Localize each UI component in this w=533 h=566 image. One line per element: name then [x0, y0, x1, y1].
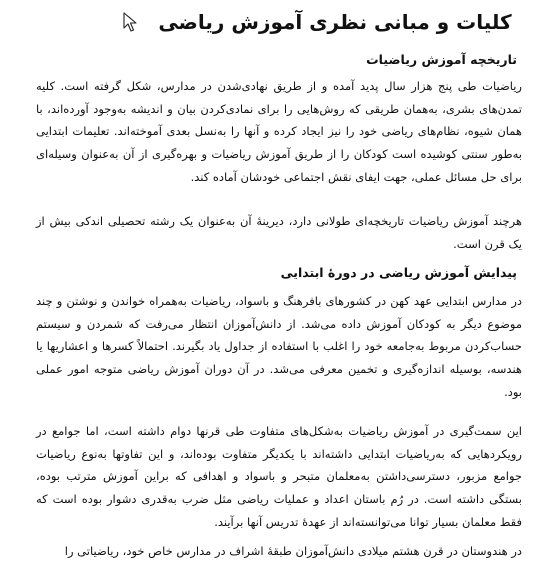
- section-heading-history: تاریخچه آموزش ریاضیات: [366, 52, 517, 67]
- document-title: کلیات و مبانی نظری آموزش ریاضی: [158, 10, 512, 34]
- paragraph-elementary-1: در مدارس ابتدایی عهد کهن در کشورهای بافرهنگ و باسواد، ریاضیات به‌همراه خواندن و نوشتن و چند موضوع دیگر به کودکان آموزش داده می‌شد. از دانش‌آموزان انتظار می‌رفت که شمردن و سیستم حساب‌کردن مربوط به‌جامعه خود را اغلب با استفاده از جداول یاد بگیرند. احتمالاً کسرها و اعشاریها یا هندسه، بوسیله اندازه‌گیری و تخمین معرفی می‌شد. در آن دوران آموزش ریاضی متوجه امور عملی بود.: [36, 294, 522, 399]
- paragraph-elementary-2: این سمت‌گیری در آموزش ریاضیات به‌شکل‌های متفاوت طی قرنها دوام داشته است، اما جوامع در رویکردهایی که به‌ریاضیات ابتدایی داشته‌اند با یکدیگر متفاوت بوده‌اند، و این تفاوتها به‌نوع ریاضیات جوامع مزبور، دسترسی‌داشتن به‌معلمان متبحر و باسواد و اهدافی که براین آموزش مترتب بوده، بستگی داشته است. در رُم باستان اعداد و عملیات ریاضی مثل ضرب به‌قدری دشوار بوده است که فقط معلمان بسیار توانا می‌توانسته‌اند از عهدهٔ تدریس آنها برآیند.: [36, 424, 522, 529]
- paragraph-history-2: هرچند آموزش ریاضیات تاریخچه‌ای طولانی دارد، دیرینهٔ آن به‌عنوان یک رشته تحصیلی اندکی بیش از یک قرن است.: [36, 214, 522, 251]
- paragraph-history-1: ریاضیات طی پنج هزار سال پدید آمده و از طریق نهادی‌شدن در مدارس، شکل گرفته است. کلیه تمدن‌های بشری، به‌همان طریقی که روش‌هایی را برای نمادی‌کردن بیان و اندیشه به‌وجود آورده‌اند، با همان شیوه، نظام‌های ریاضی خود را نیز ایجاد کرده و آنها را به‌نسل بعدی آموخته‌اند. تعلیمات ابتدایی به‌طور سنتی کوشیده است کودکان را از طریق آموزش ریاضیات و بهره‌گیری از آن به‌عنوان وسیله‌ای برای حل مسائل عملی، جهت ایفای نقش اجتماعی خودشان آماده کند.: [36, 79, 522, 184]
- mouse-pointer-icon: [123, 12, 139, 32]
- paragraph-elementary-3: در هندوستان در قرن هشتم میلادی دانش‌آموزان طبقهٔ اشراف در مدارس خاص خود، ریاضیاتی را: [64, 544, 522, 558]
- section-heading-elementary: پیدایش آموزش ریاضی در دورهٔ ابتدایی: [280, 265, 517, 280]
